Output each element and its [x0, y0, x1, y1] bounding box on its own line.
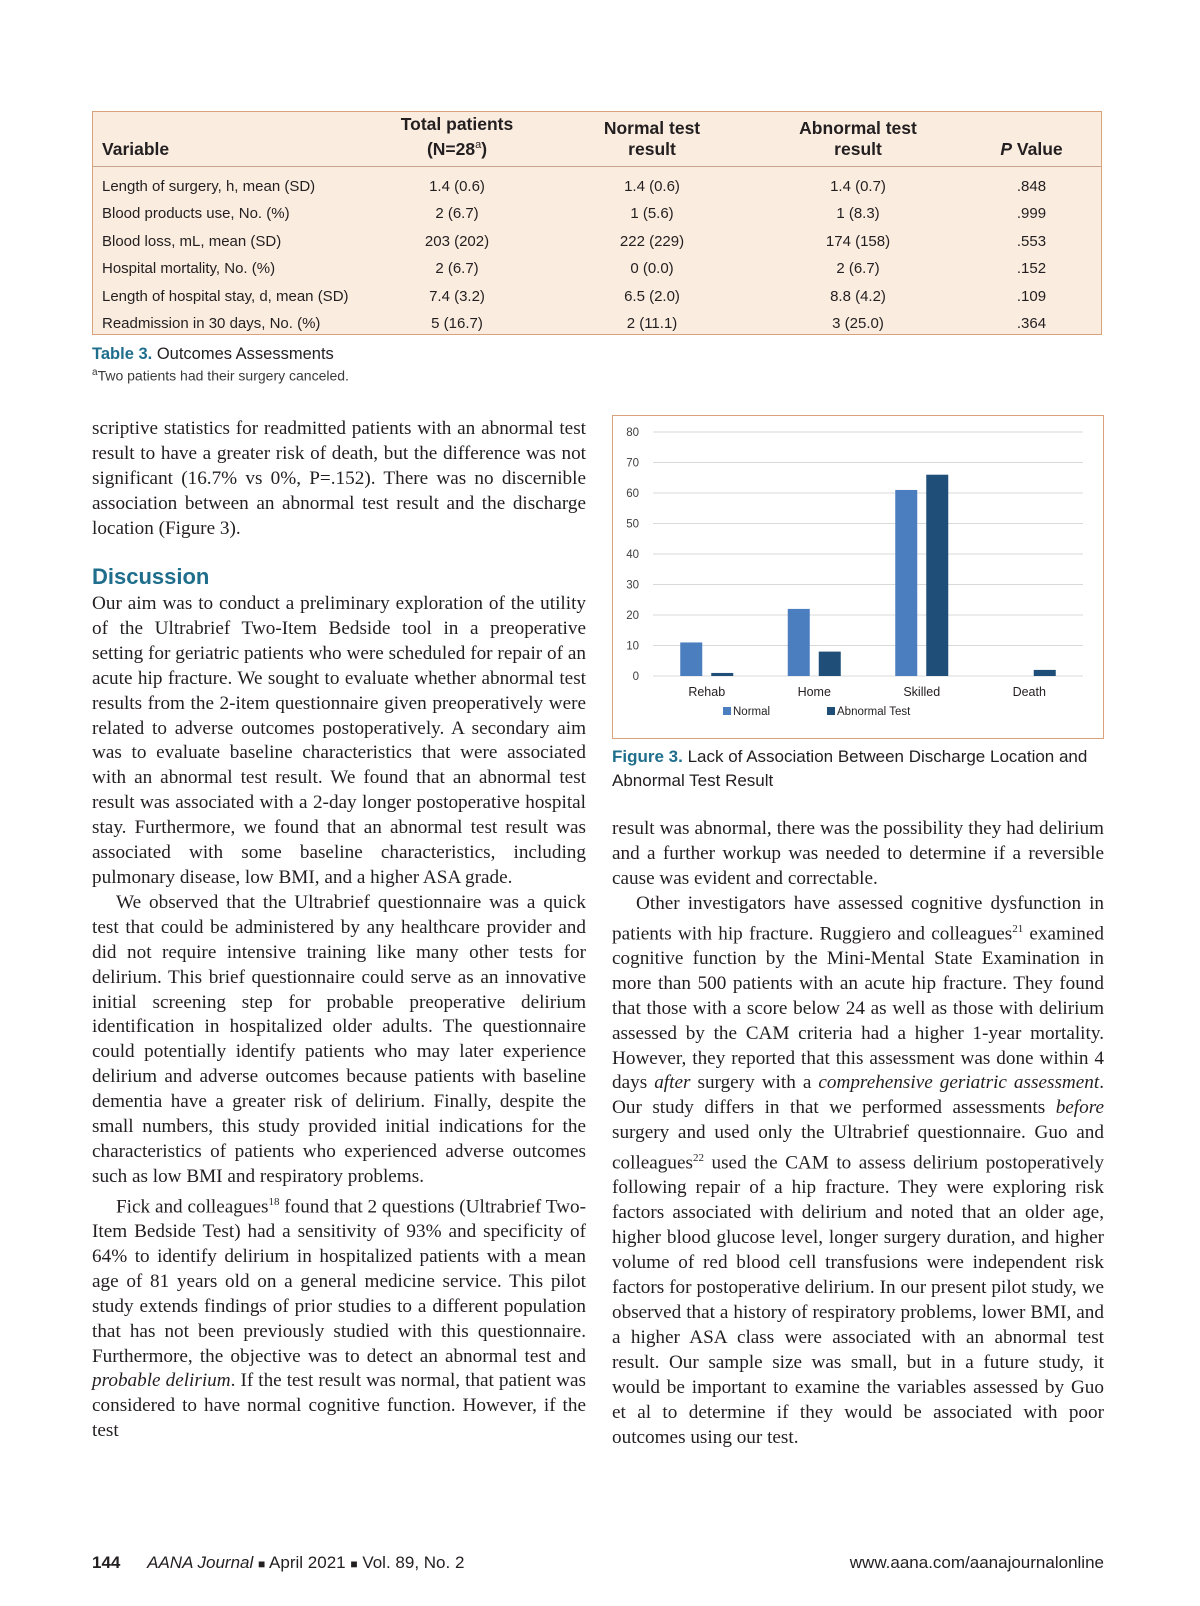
cell-p: .999 — [1016, 205, 1047, 223]
cell-variable: Blood products use, No. (%) — [102, 205, 290, 223]
y-tick-label: 20 — [626, 610, 639, 622]
table-row — [93, 283, 1101, 311]
table-row — [93, 310, 1101, 338]
paragraph: scriptive statistics for readmitted patients with an abnormal test result to have a greater risk of death, but the difference was not significant (16.7% vs 0%, P=.152). There was no discernible association between an abnormal test result and the discharge location (Figure 3). — [92, 418, 586, 539]
bar-abnormal-test-skilled — [926, 475, 948, 676]
cell-normal: 222 (229) — [619, 232, 685, 250]
cell-variable: Hospital mortality, No. (%) — [102, 260, 276, 278]
page-number: 144 — [92, 1553, 121, 1572]
cell-p: .364 — [1016, 315, 1047, 333]
cell-total: 7.4 (3.2) — [429, 287, 485, 305]
y-tick-label: 70 — [626, 457, 639, 470]
cell-total: 2 (6.7) — [435, 260, 479, 278]
footnote-mark: a — [92, 367, 98, 378]
cell-variable: Blood loss, mL, mean (SD) — [102, 232, 282, 250]
table-caption-label: Table 3. — [92, 345, 153, 363]
cell-abnormal: 1 (8.3) — [836, 205, 880, 223]
figure-caption-text: Lack of Association Between Discharge Location and Abnormal Test Result — [612, 747, 1088, 790]
cell-p: .848 — [1016, 177, 1047, 195]
cell-normal: 1.4 (0.6) — [624, 177, 680, 195]
figure-3-chart — [612, 415, 1104, 739]
outcomes-table — [92, 111, 1102, 335]
left-column-intro — [92, 417, 586, 542]
cell-total: 2 (6.7) — [435, 205, 479, 223]
y-tick-label: 50 — [626, 518, 639, 531]
header-abnormal: Abnormal test result — [754, 112, 962, 166]
legend-swatch-normal — [723, 707, 731, 715]
y-tick-label: 0 — [632, 671, 639, 683]
separator: ■ — [258, 1557, 266, 1571]
legend-label: Abnormal Test — [837, 706, 911, 718]
bar-normal-home — [788, 609, 810, 676]
citation-ref: 18 — [268, 1195, 280, 1208]
left-column-discussion — [92, 592, 586, 1444]
cell-variable: Length of surgery, h, mean (SD) — [102, 177, 316, 195]
section-heading-discussion: Discussion — [92, 564, 210, 589]
x-tick-label: Home — [797, 685, 831, 699]
table-row — [93, 166, 1101, 200]
table-caption-text: Outcomes Assessments — [156, 345, 334, 363]
journal-url[interactable]: www.aana.com/aanajournalonline — [849, 1553, 1104, 1572]
bar-abnormal-test-home — [819, 652, 841, 676]
y-tick-label: 40 — [626, 549, 639, 561]
table-row — [93, 228, 1101, 256]
footer-citation — [92, 1553, 464, 1573]
volume: Vol. 89, No. 2 — [362, 1553, 465, 1572]
cell-p: .109 — [1016, 287, 1047, 305]
legend-label: Normal — [733, 706, 771, 718]
bar-normal-rehab — [680, 642, 702, 676]
bar-abnormal-test-rehab — [711, 673, 733, 676]
cell-abnormal: 174 (158) — [825, 232, 891, 250]
table-caption — [92, 345, 334, 364]
citation-ref: 21 — [1012, 922, 1024, 935]
y-tick-label: 30 — [626, 579, 639, 592]
journal-name: AANA Journal — [147, 1553, 254, 1572]
y-tick-label: 60 — [626, 488, 639, 500]
bar-normal-skilled — [895, 490, 917, 676]
citation-ref: 22 — [692, 1152, 704, 1165]
legend-swatch-abnormal-test — [827, 707, 835, 715]
bar-abnormal-test-death — [1034, 670, 1056, 676]
table-row — [93, 255, 1101, 283]
cell-abnormal: 3 (25.0) — [832, 315, 884, 333]
issue-date: April 2021 — [269, 1553, 346, 1572]
cell-total: 203 (202) — [424, 232, 490, 250]
footnote-text: Two patients had their surgery canceled. — [97, 367, 349, 384]
cell-normal: 0 (0.0) — [630, 260, 674, 278]
x-tick-label: Rehab — [688, 685, 726, 699]
header-total: Total patients $(N=28^a)$ — [364, 112, 550, 166]
paragraph: Our aim was to conduct a preliminary exploration of the utility of the Ultrabrief Two-Item Bedside tool in a preoperative setting for geriatric patients who were scheduled for repair of an acute hip fracture. We sought to evaluate whether abnormal test results from the 2-item questionnaire given preoperatively were related to adverse outcomes postoperatively. A secondary aim was to evaluate baseline characteristics that were associated with an abnormal test result. We found that an abnormal test result was associated with a 2-day longer postoperative hospital stay. Furthermore, we found that an abnormal test result was associated with some baseline characteristics, including pulmonary disease, low BMI, and a higher ASA grade. — [92, 593, 586, 888]
cell-variable: Readmission in 30 days, No. (%) — [102, 315, 321, 333]
paragraph: We observed that the Ultrabrief questionnaire was a quick test that could be administered by any healthcare provider and did not require intensive training like many other tests for delirium. This brief questionnaire could serve as an innovative initial screening step for probable preoperative delirium identification in hospitalized older adults. The questionnaire could potentially identify patients who may later experience delirium and adverse outcomes because patients with baseline dementia have a greater risk of delirium. Finally, despite the small numbers, this study provided initial indications for the characteristics of patients who experienced adverse outcomes such as low BMI and respiratory problems. — [92, 891, 586, 1187]
cell-p: .553 — [1016, 232, 1047, 250]
header-p-value: P Value — [962, 112, 1101, 166]
cell-total: 1.4 (0.6) — [429, 177, 485, 195]
bar-chart — [613, 416, 1102, 737]
separator: ■ — [350, 1557, 358, 1571]
header-variable: Variable — [93, 112, 364, 166]
cell-variable: Length of hospital stay, d, mean (SD) — [102, 287, 349, 305]
figure-caption — [612, 745, 1104, 793]
table-header-row — [93, 112, 1101, 166]
y-tick-label: 10 — [626, 640, 639, 653]
right-column — [612, 817, 1104, 1450]
y-tick-label: 80 — [626, 427, 639, 439]
table-footnote — [92, 367, 349, 384]
table-row — [93, 200, 1101, 228]
paragraph: Fick and colleagues$^{18}$ found that 2 questions (Ultrabrief Two-Item Bedside Test) had a sensitivity of 93% and specificity of 64% to identify delirium in hospitalized patients with a mean age of 81 years old on a general medicine service. This pilot study extends findings of prior studies to a different population that has not been previously studied with this questionnaire. Furthermore, the objective was to detect an abnormal test and probable delirium. If the test result was normal, that patient was considered to have normal cognitive function. However, if the test — [92, 1195, 586, 1442]
cell-p: .152 — [1016, 260, 1047, 278]
paragraph: Other investigators have assessed cognitive dysfunction in patients with hip fracture. Ruggiero and colleagues$^{21}$ examined cognitive function by the Mini-Mental State Examination in more than 500 patients with an acute hip fracture. They found that those with a score below 24 as well as those with delirium assessed by the CAM criteria had a higher 1-year mortality. However, they reported that this assessment was done within 4 days after surgery with a comprehensive geriatric assessment. Our study differs in that we performed assessments before surgery and used only the Ultrabrief questionnaire. Guo and colleagues$^{22}$ used the CAM to assess delirium postoperatively following repair of a hip fracture. They were exploring risk factors associated with delirium and noted that an older age, higher blood glucose level, longer surgery duration, and higher volume of red blood cell transfusions were independent risk factors for postoperative delirium. In our present pilot study, we observed that a history of respiratory problems, lower BMI, and a higher ASA class were associated with an abnormal test result. Our sample size was small, but in a future study, it would be important to examine the variables assessed by Guo et al to determine if they would be associated with poor outcomes using our test. — [612, 892, 1105, 1448]
figure-caption-label: Figure 3. — [612, 747, 683, 766]
x-tick-label: Death — [1012, 685, 1046, 699]
cell-normal: 2 (11.1) — [626, 315, 678, 333]
paragraph: result was abnormal, there was the possibility they had delirium and a further workup was needed to determine if a reversible cause was evident and correctable. — [612, 818, 1104, 889]
cell-normal: 1 (5.6) — [630, 205, 674, 223]
cell-abnormal: 2 (6.7) — [836, 260, 880, 278]
cell-normal: 6.5 (2.0) — [624, 287, 680, 305]
cell-abnormal: 8.8 (4.2) — [830, 287, 886, 305]
x-tick-label: Skilled — [903, 685, 941, 699]
cell-total: 5 (16.7) — [431, 315, 483, 333]
header-normal: Normal test result — [550, 112, 754, 166]
cell-abnormal: 1.4 (0.7) — [830, 177, 886, 195]
